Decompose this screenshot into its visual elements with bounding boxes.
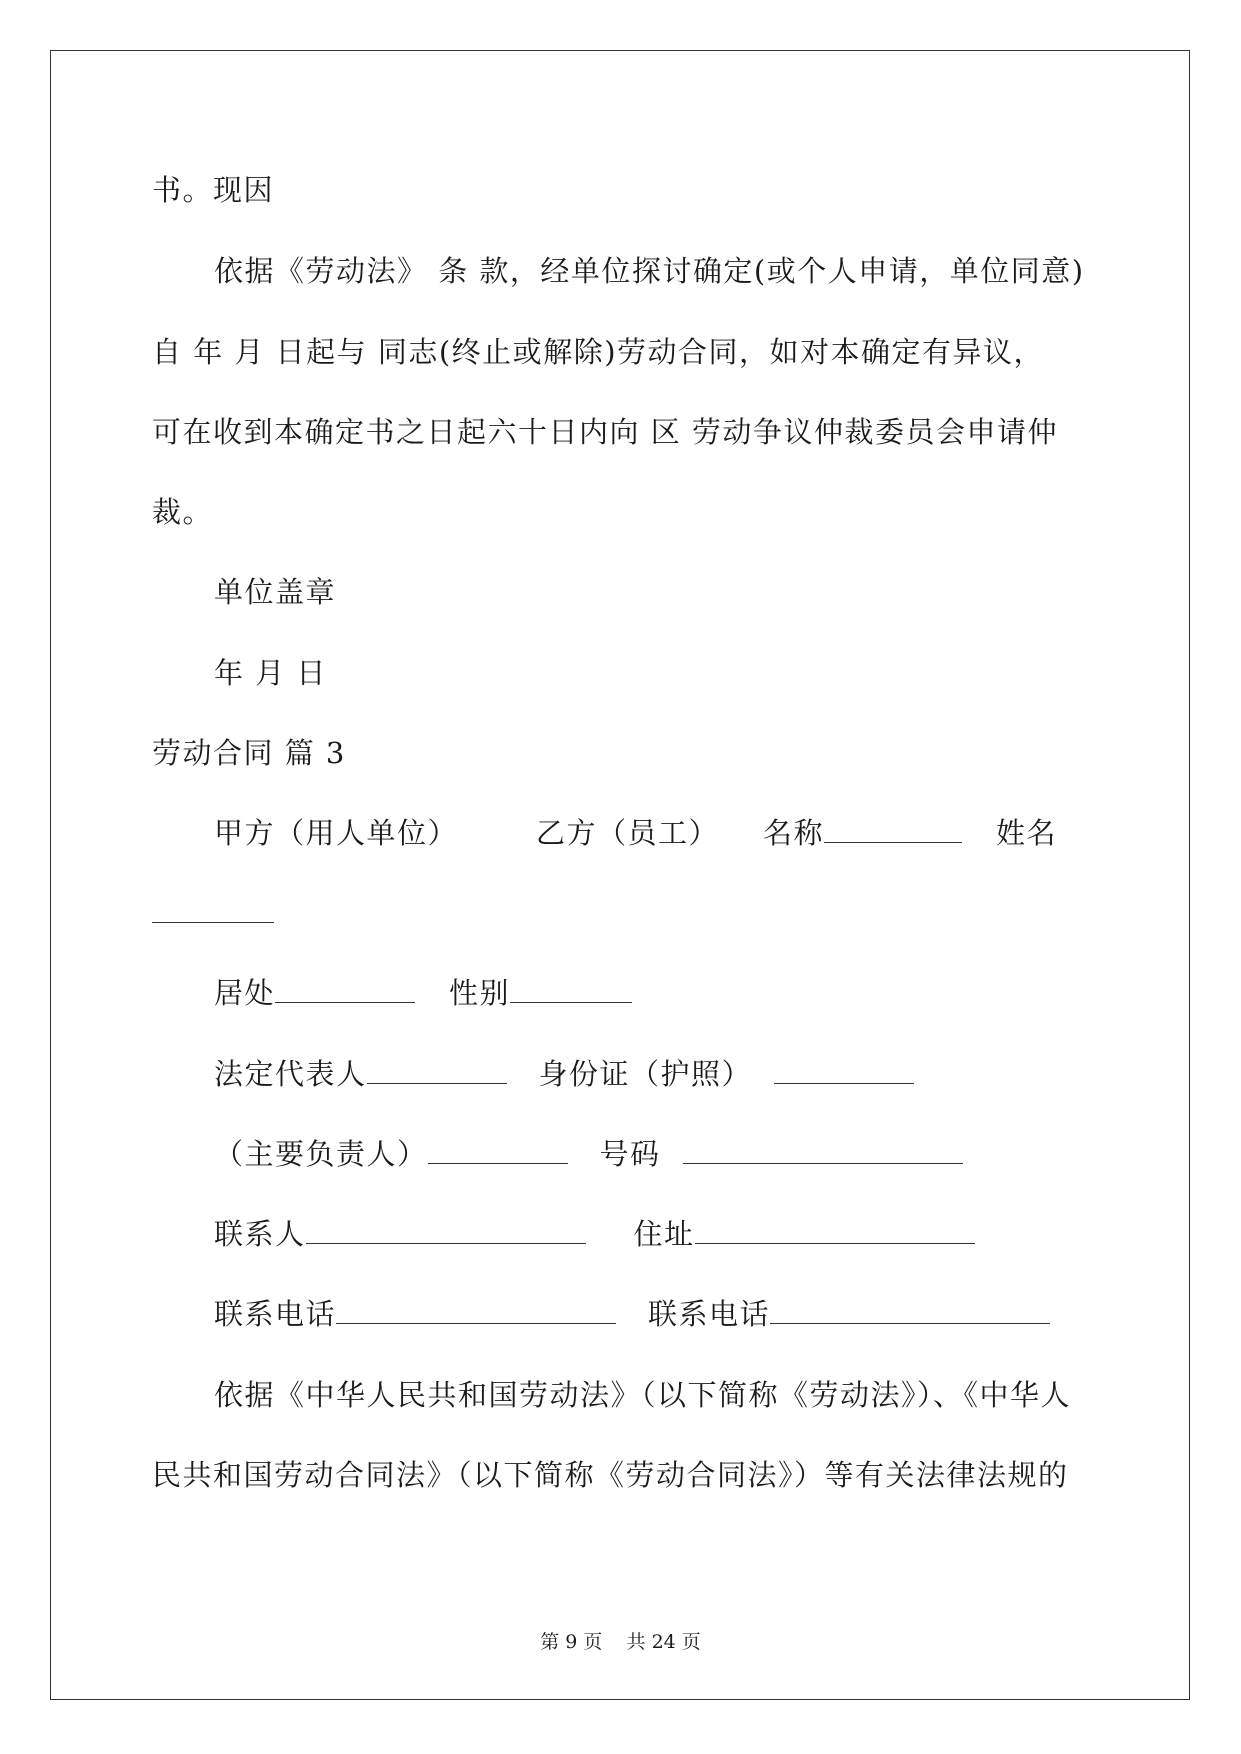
person-name-blank-line xyxy=(152,895,274,931)
text-line: 依据《中华人民共和国劳动法》（以下简称《劳动法》）、《中华人 xyxy=(214,1378,1072,1412)
party-b-label: 乙方（员工） xyxy=(536,816,720,850)
gender-blank xyxy=(510,978,632,1003)
seal-label: 单位盖章 xyxy=(214,575,337,609)
phone-b-label: 联系电话 xyxy=(648,1297,771,1331)
number-blank xyxy=(683,1139,963,1164)
legal-rep-blank xyxy=(367,1059,507,1084)
text-line: 可在收到本确定书之日起六十日内向 区 劳动争议仲裁委员会申请仲 xyxy=(152,415,1058,449)
name-blank xyxy=(824,818,962,843)
residence-label: 居处 xyxy=(214,976,276,1010)
phone-a-label: 联系电话 xyxy=(214,1297,337,1331)
residence-blank xyxy=(275,978,415,1003)
phone-a-blank xyxy=(336,1299,616,1324)
form-line xyxy=(214,1296,1050,1332)
text-line: 依据《劳动法》 条 款，经单位探讨确定(或个人申请，单位同意) xyxy=(214,254,1085,288)
gender-label: 性别 xyxy=(449,976,511,1010)
id-card-label: 身份证（护照） xyxy=(538,1057,753,1091)
contact-blank xyxy=(306,1219,586,1244)
text-line: 民共和国劳动合同法》（以下简称《劳动合同法》）等有关法律法规的 xyxy=(152,1458,1069,1492)
person-name-blank xyxy=(152,898,274,923)
contact-label: 联系人 xyxy=(214,1217,306,1251)
phone-b-blank xyxy=(770,1299,1050,1324)
text-line: 自 年 月 日起与 同志(终止或解除)劳动合同，如对本确定有异议， xyxy=(152,335,1045,369)
date-line: 年 月 日 xyxy=(214,656,327,690)
name-label: 名称 xyxy=(763,816,825,850)
section-heading: 劳动合同 篇 3 xyxy=(152,736,346,770)
text-line: 裁。 xyxy=(152,495,214,529)
principal-label: （主要负责人） xyxy=(214,1137,428,1171)
number-label: 号码 xyxy=(599,1137,661,1171)
principal-blank xyxy=(428,1139,568,1164)
address-blank xyxy=(695,1219,975,1244)
party-a-label: 甲方（用人单位） xyxy=(214,816,459,850)
page-border xyxy=(50,50,1190,1700)
form-line xyxy=(214,1136,963,1172)
party-line xyxy=(214,815,1057,851)
form-line xyxy=(214,1216,975,1252)
address-label: 住址 xyxy=(633,1217,695,1251)
page-number: 第 9 页 共 24 页 xyxy=(540,1631,701,1653)
form-line xyxy=(214,975,632,1011)
legal-rep-label: 法定代表人 xyxy=(214,1057,367,1091)
form-line xyxy=(214,1056,914,1092)
text-line: 书。现因 xyxy=(152,173,275,207)
id-card-blank xyxy=(774,1059,914,1084)
person-name-label: 姓名 xyxy=(996,816,1058,850)
